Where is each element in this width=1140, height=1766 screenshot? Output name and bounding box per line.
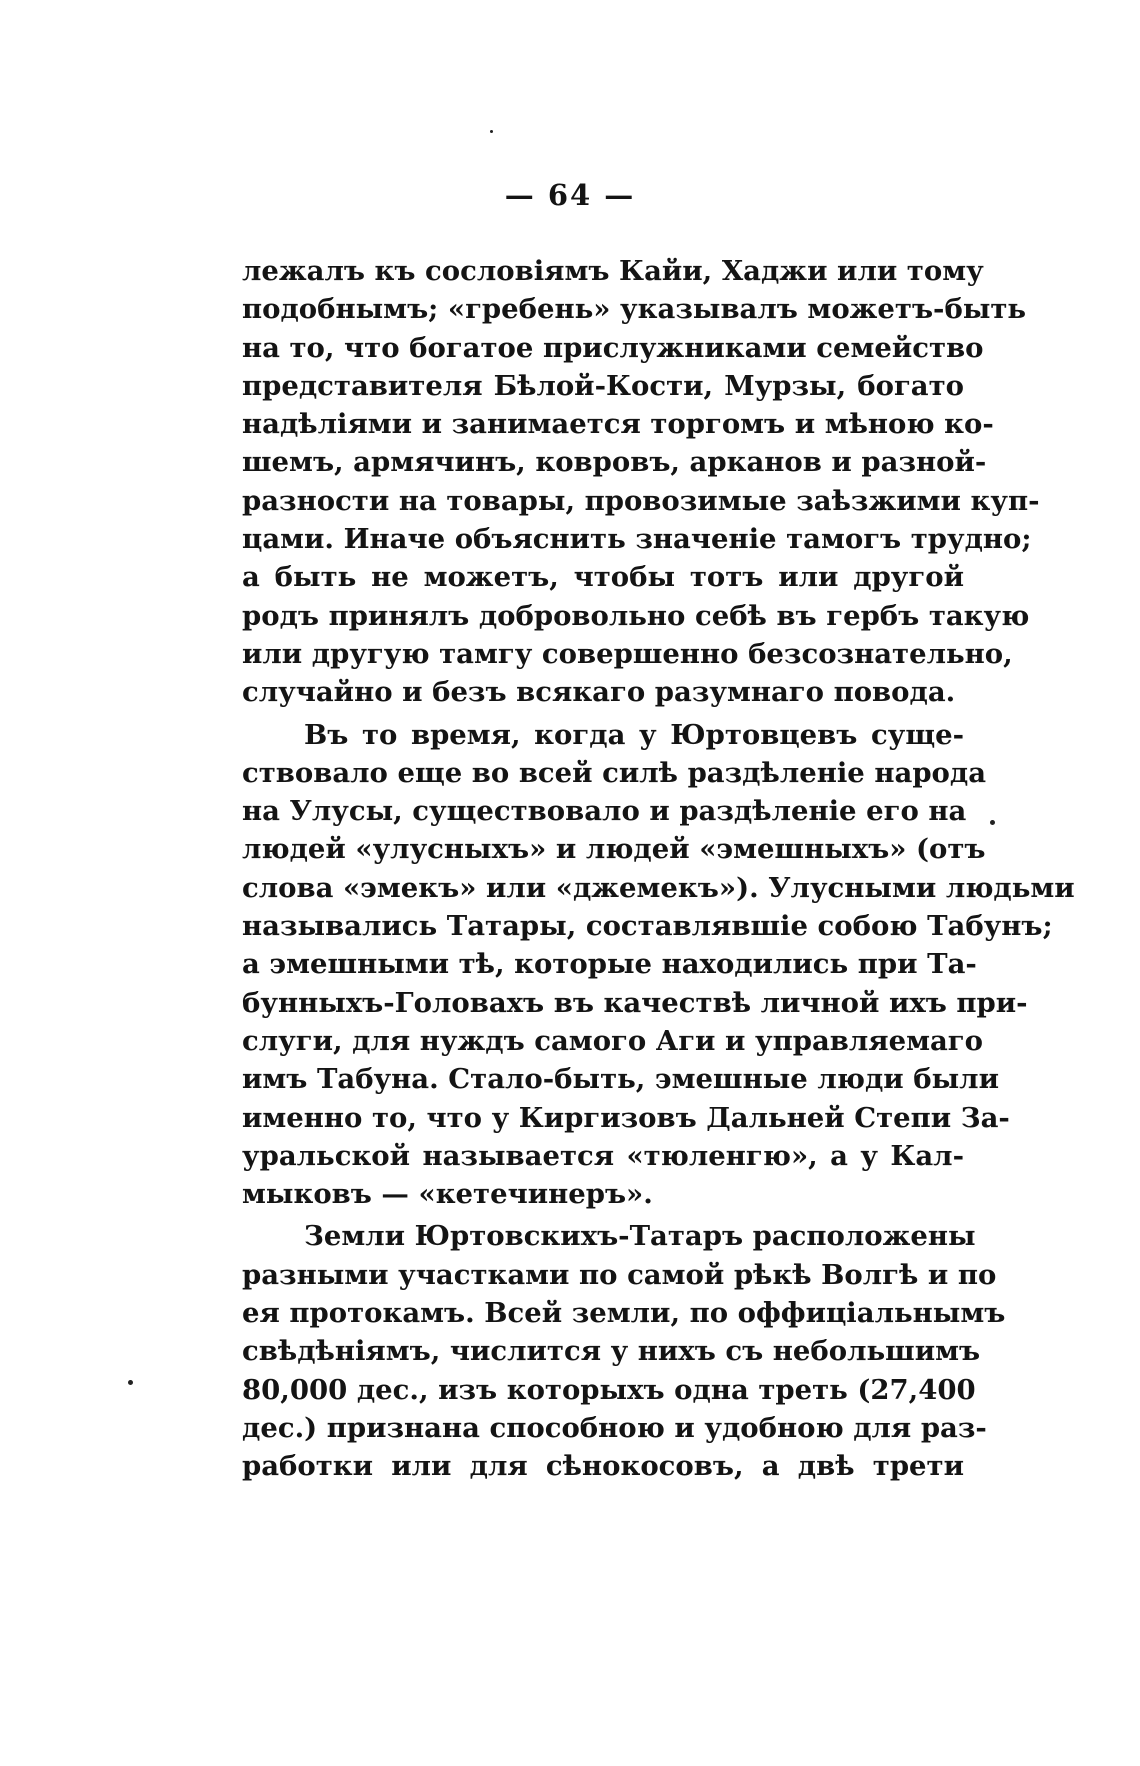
page-text (242, 252, 1075, 1486)
text-line: лежалъ къ сословіямъ Кайи, Хаджи или тому (242, 255, 984, 287)
text-line: Въ то время, когда у Юртовцевъ суще- (304, 718, 964, 751)
paragraph-1 (242, 252, 1040, 712)
paragraph-2 (242, 716, 1075, 1214)
text-line: случайно и безъ всякаго разумнаго повода. (242, 676, 956, 709)
text-line: шемъ, армячинъ, ковровъ, арканов и разной- (242, 446, 987, 479)
text-line: слуги, для нуждъ самого Аги и управляемаго (242, 1024, 983, 1057)
text-line: назывались Татары, составлявшіе собою Табунъ; (242, 910, 1053, 943)
text-line: именно то, что у Киргизовъ Дальней Степи За- (242, 1101, 1010, 1134)
text-line: имъ Табуна. Стало-быть, эмешные люди были (242, 1063, 999, 1096)
text-line: бунныхъ-Головахъ въ качествѣ личной ихъ при- (242, 986, 1028, 1019)
text-line: свѣдѣніямъ, числится у нихъ съ небольшимъ (242, 1335, 981, 1368)
print-speck (128, 1380, 133, 1385)
text-line: надѣліями и занимается торгомъ и мѣною ко- (242, 408, 994, 441)
text-line: разности на товары, провозимые заѣзжими куп- (242, 484, 1040, 517)
text-line: уральской называется «тюленгю», а у Кал- (242, 1139, 964, 1172)
page-number: — 64 — (504, 178, 636, 212)
text-line: или другую тамгу совершенно безсознательно, (242, 637, 1013, 670)
text-line: людей «улусныхъ» и людей «эмешныхъ» (отъ (242, 833, 986, 866)
text-line: цами. Иначе объяснить значеніе тамогъ трудно; (242, 523, 1032, 556)
text-line: на Улусы, существовало и раздѣленіе его на (242, 795, 967, 828)
text-line: родъ принялъ добровольно себѣ въ гербъ такую (242, 599, 1030, 632)
text-line: ея протокамъ. Всей земли, по оффиціальнымъ (242, 1297, 1006, 1330)
text-line: Земли Юртовскихъ-Татаръ расположены (304, 1220, 976, 1253)
paragraph-3 (242, 1217, 1006, 1485)
text-line: работки или для сѣнокосовъ, а двѣ трети (242, 1450, 964, 1483)
text-line: дес.) признана способною и удобною для раз- (242, 1411, 987, 1444)
text-line: слова «эмекъ» или «джемекъ»). Улусными людьми (242, 871, 1075, 904)
text-line: подобнымъ; «гребень» указывалъ можетъ-быть (242, 293, 1027, 326)
print-speck (990, 820, 995, 825)
text-line: 80,000 дес., изъ которыхъ одна треть (27,400 (242, 1373, 976, 1406)
text-line: представителя Бѣлой-Кости, Мурзы, богато (242, 369, 964, 402)
text-line: на то, что богатое прислужниками семейство (242, 331, 984, 364)
text-line: мыковъ — «кетечинеръ». (242, 1178, 653, 1211)
text-line: а эмешными тѣ, которые находились при Та- (242, 948, 977, 981)
text-line: ствовало еще во всей силѣ раздѣленіе народа (242, 756, 987, 789)
text-line: а быть не можетъ, чтобы тотъ или другой (242, 561, 964, 594)
print-speck (490, 130, 493, 133)
text-line: разными участками по самой рѣкѣ Волгѣ и по (242, 1258, 997, 1291)
